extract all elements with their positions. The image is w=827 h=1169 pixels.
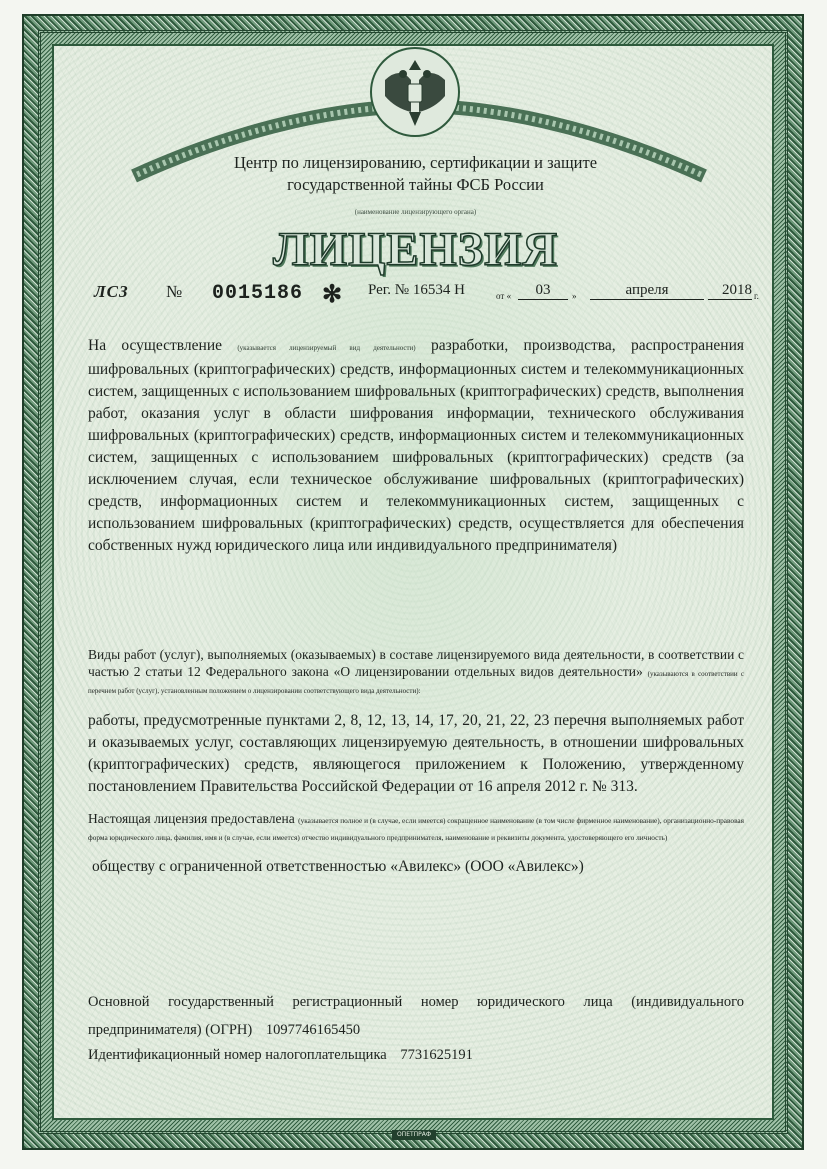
issuing-authority-name bbox=[122, 152, 709, 196]
asterisk-mark: ✻ bbox=[322, 282, 343, 308]
number-sign: № bbox=[166, 282, 183, 301]
license-paper bbox=[52, 44, 774, 1120]
license-holder-name: обществу с ограниченной ответственностью «Авилекс» (ООО «Авилекс») bbox=[92, 858, 584, 875]
inn-paragraph bbox=[88, 1044, 744, 1066]
works-lead: Виды работ (услуг), выполняемых (оказываемых) в составе лицензируемого вида деятельности, в соответствии с частью 2 статьи 12 Федерального закона «О лицензировании отдельных видов деятельности» bbox=[88, 647, 744, 679]
issue-date-day: 03 bbox=[518, 282, 568, 300]
document-title bbox=[182, 222, 649, 277]
works-text: работы, предусмотренные пунктами 2, 8, 12, 13, 14, 17, 20, 21, 22, 23 перечня выполняемых работ и оказываемых услуг, составляющих лицензируемую деятельность, в отношении шифровальных (криптографических) средств, являющегося приложением к Положению, утвержденному постановлением Правительства Российской Федерации от 16 апреля 2012 г. № 313. bbox=[88, 712, 744, 795]
activity-caption: (указывается лицензируемый вид деятельности) bbox=[237, 344, 416, 352]
ogrn-label: Основной государственный регистрационный номер юридического лица (индивидуального предпринимателя) (ОГРН) bbox=[88, 994, 744, 1038]
works-list-paragraph bbox=[88, 710, 744, 798]
holder-lead-paragraph bbox=[88, 810, 744, 844]
ogrn-value: 1097746165450 bbox=[265, 1022, 361, 1038]
licensed-activity-paragraph bbox=[88, 335, 744, 557]
works-caption: (указываются в соответствии с перечнем работ (услуг), установленным положением о лицензировании соответствующего вида деятельности): bbox=[88, 670, 744, 695]
issuing-authority-line1: Центр по лицензированию, сертификации и защите bbox=[233, 153, 598, 172]
inn-value: 7731625191 bbox=[400, 1047, 473, 1063]
date-quote-close: » bbox=[572, 291, 577, 301]
registration-number: Рег. № 16534 Н bbox=[368, 282, 465, 298]
works-lead-paragraph bbox=[88, 646, 744, 697]
issue-date-month: апреля bbox=[590, 282, 704, 300]
license-number-row bbox=[94, 282, 759, 310]
date-from-label: от « bbox=[496, 291, 512, 301]
inn-label: Идентификационный номер налогоплательщика bbox=[88, 1047, 387, 1063]
printer-mark: ОПЕТПРАФ bbox=[392, 1130, 436, 1140]
ogrn-paragraph bbox=[88, 988, 744, 1044]
holder-lead: Настоящая лицензия предоставлена bbox=[88, 811, 295, 826]
issuing-authority-caption: (наименование лицензирующего органа) bbox=[354, 208, 477, 216]
year-suffix: г. bbox=[754, 291, 759, 301]
license-series: ЛСЗ bbox=[94, 282, 129, 301]
coat-of-arms-emblem-icon bbox=[365, 46, 465, 138]
activity-text: разработки, производства, распространения шифровальных (криптографических) средств, информационных систем и телекоммуникационных систем, защищенных с использованием шифровальных (криптографических) средств, выполнения работ, оказания услуг в области шифрования информации, технического обслуживания шифровальных (криптографических) средств, информационных систем и телекоммуникационных систем, защищенных с использованием шифровальных (криптографических) средств (за исключением случая, если техническое обслуживание шифровальных (криптографических) средств, информационных систем и телекоммуникационных систем, защищенных с использованием шифровальных (криптографических) средств, осуществляется для обеспечения собственных нужд юридического лица или индивидуального предпринимателя) bbox=[88, 337, 745, 554]
document-title-text: ЛИЦЕНЗИЯ bbox=[272, 223, 559, 276]
issuing-authority-line2: государственной тайны ФСБ России bbox=[287, 175, 544, 194]
activity-lead: На осуществление bbox=[88, 337, 222, 354]
holder-caption: (указывается полное и (в случае, если имеется) сокращенное наименование (в том числе фирменное наименование), организационно-правовая форма юридического лица, фамилия, имя и (в случае, если имеется) отчество индивидуального предпринимателя, наименование и реквизиты документа, удостоверяющего его личность) bbox=[88, 816, 745, 842]
issue-date-year: 2018 bbox=[708, 282, 752, 300]
license-number: 0015186 bbox=[212, 282, 304, 305]
